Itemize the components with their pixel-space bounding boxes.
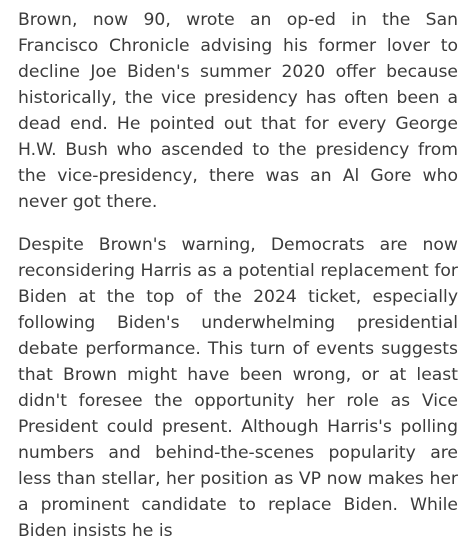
article-paragraph-2: Despite Brown's warning, Democrats are now reconsidering Harris as a potential replacement for Biden at the top of the 2024 ticket, especially following Biden's underwhelming presidential debate performance. This turn of events suggests that Brown might have been wrong, or at least didn't foresee the opportunity her role as Vice President could present. Although Harris's polling numbers and behind-the-scenes popularity are less than stellar, her position as VP now makes her a prominent candidate to replace Biden. While Biden insists he is [18, 235, 458, 541]
article-paragraph-1: Brown, now 90, wrote an op-ed in the San Francisco Chronicle advising his former lover to decline Joe Biden's summer 2020 offer because historically, the vice presidency has often been a dead end. He pointed out that for every George H.W. Bush who ascended to the presidency from the vice-presidency, there was an Al Gore who never got there. [18, 10, 458, 212]
